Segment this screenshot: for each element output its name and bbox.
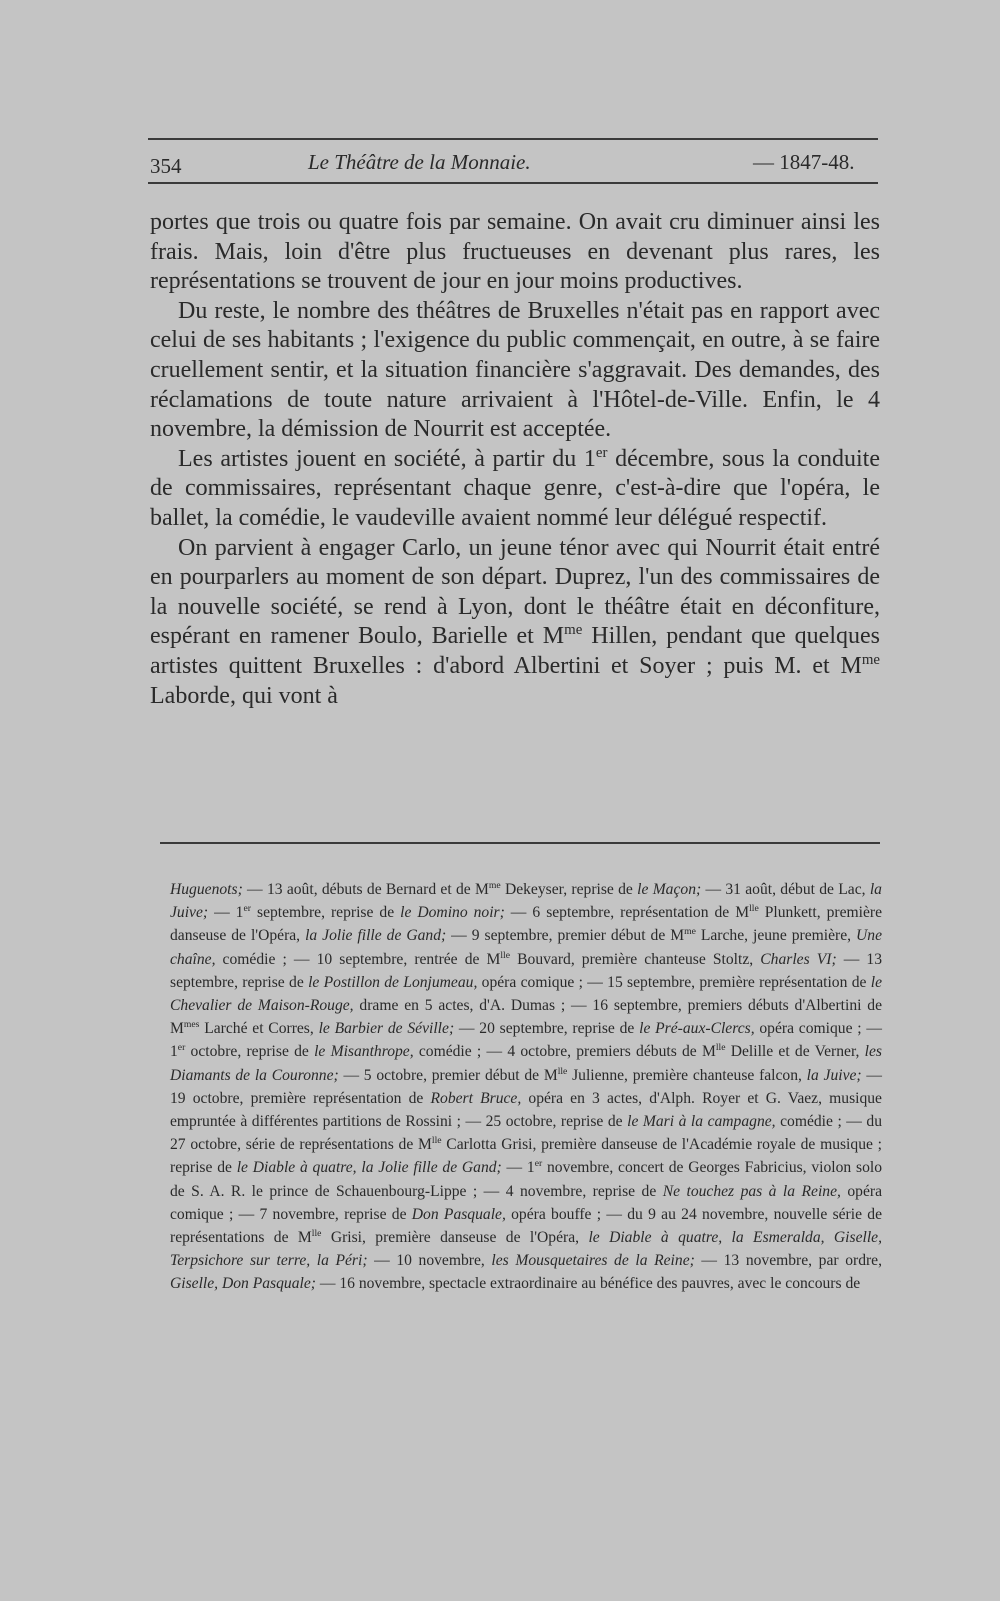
running-years: — 1847-48.: [753, 150, 855, 174]
footnote-separator: [160, 842, 880, 844]
header-rule-bottom: [148, 182, 878, 184]
footnote: Huguenots; — 13 août, débuts de Bernard et de $M^{me}$ Dekeyser, reprise de le Maçon; — 31 août, début de Lac, la Juive; — 1er septembre, reprise de le Domino noir; — 6 septembre, représentation de $M^{lle}$ Plunkett, première danseuse de l'Opéra, la Jolie fille de Gand; — 9 septembre, premier début de $M^{me}$ Larche, jeune première, Une chaîne, comédie ; — 10 septembre, rentrée de $M^{lle}$ Bouvard, première chanteuse Stoltz, Charles VI; — 13 septembre, reprise de le Postillon de Lonjumeau, opéra comique ; — 15 septembre, première représentation de le Chevalier de Maison-Rouge, drame en 5 actes, d'A. Dumas ; — 16 septembre, premiers débuts d'Albertini de $M^{mes}$ Larché et Corres, le Barbier de Séville; — 20 septembre, reprise de le Pré-aux-Clercs, opéra comique ; — 1er octobre, reprise de le Misanthrope, comédie ; — 4 octobre, premiers débuts de $M^{lle}$ Delille et de Verner, les Diamants de la Couronne; — 5 octobre, premier début de $M^{lle}$ Julienne, première chanteuse falcon, la Juive; — 19 octobre, première représentation de Robert Bruce, opéra en 3 actes, d'Alph. Royer et G. Vaez, musique empruntée à différentes partitions de Rossini ; — 25 octobre, reprise de le Mari à la campagne, comédie ; — du 27 octobre, série de représentations de $M^{lle}$ Carlotta Grisi, première danseuse de l'Académie royale de musique ; reprise de le Diable à quatre, la Jolie fille de Gand; — 1er novembre, concert de Georges Fabricius, violon solo de S. A. R. le prince de Schauenbourg-Lippe ; — 4 novembre, reprise de Ne touchez pas à la Reine, opéra comique ; — 7 novembre, reprise de Don Pasquale, opéra bouffe ; — du 9 au 24 novembre, nouvelle série de représentations de $M^{lle}$ Grisi, première danseuse de l'Opéra, le Diable à quatre, la Esmeralda, Giselle, Terpsichore sur terre, la Péri; — 10 novembre, les Mousquetaires de la Reine; — 13 novembre, par ordre, Giselle, Don Pasquale; — 16 novembre, spectacle extraordinaire au bénéfice des pauvres, avec le concours de: [170, 879, 883, 1293]
main-text: [150, 208, 880, 711]
running-title: Le Théâtre de la Monnaie.: [308, 150, 531, 174]
page-number: 354: [150, 154, 182, 178]
header-rule-top: [148, 138, 878, 140]
paragraph-1: portes que trois ou quatre fois par semaine. On avait cru diminuer ainsi les frais. Mais, loin d'être plus fructueuses en devenant plus rares, les représentations se trouvent de jour en jour moins productives.: [150, 209, 880, 295]
paragraph-3: Les artistes jouent en société, à partir du 1er décembre, sous la conduite de commissaires, représentant chaque genre, c'est-à-dire que l'opéra, le ballet, la comédie, le vaudeville avaient nommé leur délégué respectif.: [150, 444, 880, 531]
running-header: [150, 146, 880, 180]
paragraph-2: Du reste, le nombre des théâtres de Bruxelles n'était pas en rapport avec celui de ses habitants ; l'exigence du public commençait, en outre, à se faire cruellement sentir, et la situation financière s'aggravait. Des demandes, des réclamations de toute nature arrivaient à l'Hôtel-de-Ville. Enfin, le 4 novembre, la démission de Nourrit est acceptée.: [150, 297, 880, 443]
paragraph-4: On parvient à engager Carlo, un jeune ténor avec qui Nourrit était entré en pourparlers au moment de son départ. Duprez, l'un des commissaires de la nouvelle société, se rend à Lyon, dont le théâtre était en déconfiture, espérant en ramener Boulo, Barielle et $M^{me}$ Hillen, pendant que quelques artistes quittent Bruxelles : d'abord Albertini et Soyer ; puis M. et $M^{me}$ Laborde, qui vont à: [150, 534, 880, 709]
